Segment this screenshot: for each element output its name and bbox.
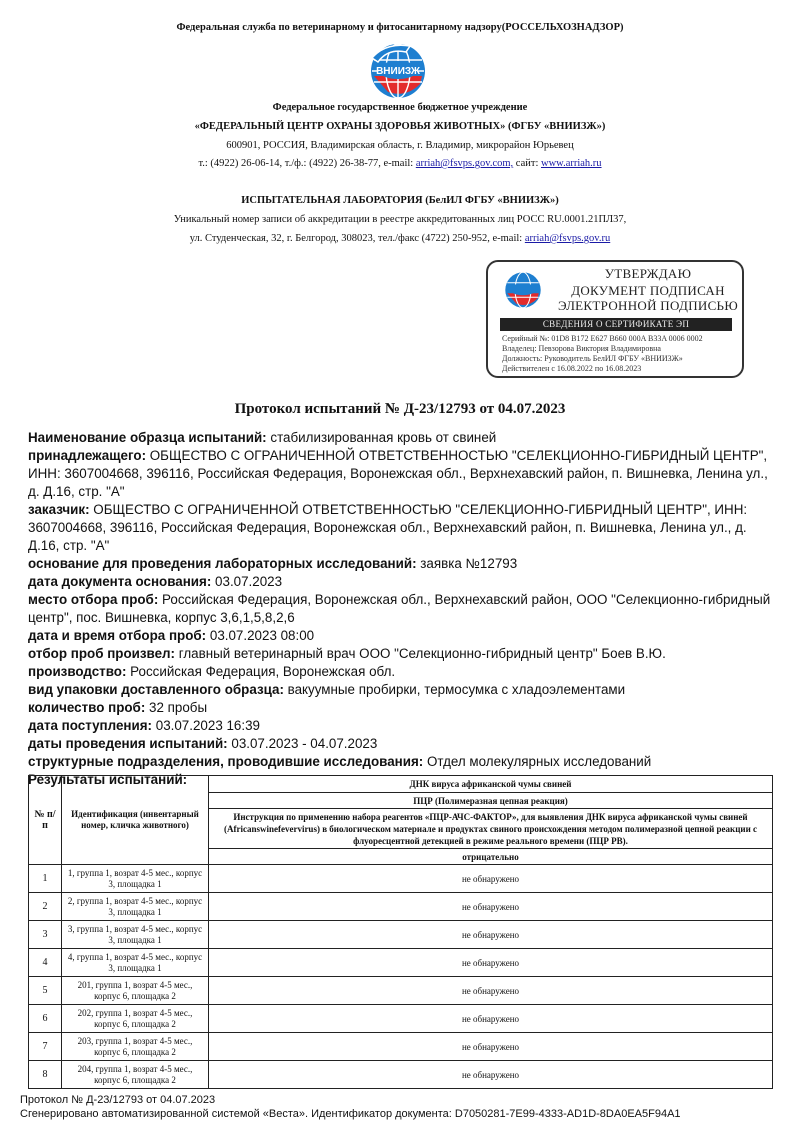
field-departments: структурные подразделения, проводившие исследования: Отдел молекулярных исследований bbox=[28, 754, 652, 769]
header-instruction: Инструкция по применению набора реагентов «ПЦР-АЧС-ФАКТОР», для выявления ДНК вируса африканской чумы свиней (Africanswinefevervirus) в биологическом материале и продуктах свиного происхождения методом полимеразной цепной реакции с флуоресцентной детекцией в режиме реального времени (ПЦР РВ). bbox=[209, 809, 773, 849]
table-row: 8 204, группа 1, возрат 4-5 мес., корпус 6, площадка 2 не обнаружено bbox=[29, 1061, 773, 1089]
field-owner: принадлежащего: ОБЩЕСТВО С ОГРАНИЧЕННОЙ ОТВЕТСТВЕННОСТЬЮ "СЕЛЕКЦИОННО-ГИБРИДНЫЙ ЦЕНТР", ИНН: 3607004668, 396116, Российская Федерация, Воронежская обл., Верхнехавский район, п. Вишневка, Ленина ул., д. Д.16, стр. "А" bbox=[28, 448, 768, 499]
sample-fields bbox=[28, 429, 778, 789]
results-table bbox=[28, 775, 773, 1089]
header-norm: отрицательно bbox=[209, 849, 773, 865]
field-customer: заказчик: ОБЩЕСТВО С ОГРАНИЧЕННОЙ ОТВЕТСТВЕННОСТЬЮ "СЕЛЕКЦИОННО-ГИБРИДНЫЙ ЦЕНТР", ИНН: 3607004668, 396116, Российская Федерация, Воронежская обл., Верхнехавский район, п. Вишневка, Ленина ул., д. Д.16, стр. "А" bbox=[28, 502, 748, 553]
field-sampling-datetime: дата и время отбора проб: 03.07.2023 08:00 bbox=[28, 628, 315, 643]
field-sampling-place: место отбора проб: Российская Федерация, Воронежская обл., Верхнехавский район, ООО "Селекционно-гибридный центр", пос. Вишневка, корпус 3,6,1,5,8,2,6 bbox=[28, 592, 771, 625]
header-identification: Идентификация (инвентарный номер, кличка животного) bbox=[62, 776, 209, 865]
field-basis: основание для проведения лабораторных исследований: заявка №12793 bbox=[28, 556, 518, 571]
lab-name: ИСПЫТАТЕЛЬНАЯ ЛАБОРАТОРИЯ (БелИЛ ФГБУ «ВНИИЗЖ») bbox=[241, 195, 559, 206]
table-row: 2 2, группа 1, возрат 4-5 мес., корпус 3, площадка 1 не обнаружено bbox=[29, 893, 773, 921]
header-method: ПЦР (Полимеразная цепная реакция) bbox=[209, 793, 773, 809]
field-sample-name: Наименование образца испытаний: стабилизированная кровь от свиней bbox=[28, 430, 497, 445]
field-sample-count: количество проб: 32 пробы bbox=[28, 700, 208, 715]
institution-email-link[interactable]: arriah@fsvps.gov.com, bbox=[415, 158, 514, 169]
field-basis-date: дата документа основания: 03.07.2023 bbox=[28, 574, 283, 589]
footer-generated: Сгенерировано автоматизированной системой «Веста». Идентификатор документа: D7050281-7E99-4333-AD1D-8DA0EA5F94A1 bbox=[20, 1108, 681, 1120]
stamp-position: Должность: Руководитель БелИЛ ФГБУ «ВНИИЗЖ» bbox=[502, 354, 683, 363]
institution-address: 600901, РОССИЯ, Владимирская область, г. Владимир, микрорайон Юрьевец bbox=[226, 140, 574, 151]
e-signature-stamp bbox=[486, 260, 744, 378]
lab-accreditation: Уникальный номер записи об аккредитации в реестре аккредитованных лиц РОСС RU.0001.21ПЛ37, bbox=[173, 214, 627, 225]
header-number: № п/п bbox=[29, 776, 62, 865]
lab-address-text: ул. Студенческая, 32, г. Белгород, 308023, тел./факс (4722) 250-952, e-mail: bbox=[189, 233, 523, 244]
stamp-cert-bar: СВЕДЕНИЯ О СЕРТИФИКАТЕ ЭП bbox=[500, 318, 732, 331]
stamp-valid: Действителен с 16.08.2022 по 16.08.2023 bbox=[502, 364, 642, 373]
field-production: производство: Российская Федерация, Воронежская обл. bbox=[28, 664, 396, 679]
agency-name: Федеральная служба по ветеринарному и фитосанитарному надзору(РОССЕЛЬХОЗНАДЗОР) bbox=[176, 22, 624, 33]
stamp-logo-icon bbox=[502, 269, 544, 311]
stamp-e-signature: ЭЛЕКТРОННОЙ ПОДПИСЬЮ bbox=[558, 298, 738, 313]
header-analyte: ДНК вируса африканской чумы свиней bbox=[209, 776, 773, 793]
field-received-date: дата поступления: 03.07.2023 16:39 bbox=[28, 718, 260, 733]
footer-protocol-ref: Протокол № Д-23/12793 от 04.07.2023 bbox=[20, 1094, 216, 1106]
institution-site-link[interactable]: www.arriah.ru bbox=[541, 158, 602, 169]
table-row: 3 3, группа 1, возрат 4-5 мес., корпус 3, площадка 1 не обнаружено bbox=[29, 921, 773, 949]
institution-name: «ФЕДЕРАЛЬНЫЙ ЦЕНТР ОХРАНЫ ЗДОРОВЬЯ ЖИВОТНЫХ» (ФГБУ «ВНИИЗЖ») bbox=[194, 121, 606, 132]
stamp-serial: Серийный №: 01D8 B172 E627 B660 000A B33A 0006 0002 bbox=[502, 334, 703, 343]
table-row: 1 1, группа 1, возрат 4-5 мес., корпус 3, площадка 1 не обнаружено bbox=[29, 865, 773, 893]
table-row: 4 4, группа 1, возрат 4-5 мес., корпус 3, площадка 1 не обнаружено bbox=[29, 949, 773, 977]
lab-address bbox=[0, 233, 800, 244]
table-row: 5 201, группа 1, возрат 4-5 мес., корпус 6, площадка 2 не обнаружено bbox=[29, 977, 773, 1005]
stamp-owner: Владелец: Певзорова Виктория Владимировна bbox=[502, 344, 661, 353]
table-row: 6 202, группа 1, возрат 4-5 мес., корпус 6, площадка 2 не обнаружено bbox=[29, 1005, 773, 1033]
stamp-approve: УТВЕРЖДАЮ bbox=[604, 266, 692, 281]
table-row: 7 203, группа 1, возрат 4-5 мес., корпус 6, площадка 2 не обнаружено bbox=[29, 1033, 773, 1061]
stamp-signed: ДОКУМЕНТ ПОДПИСАН bbox=[571, 283, 725, 298]
stamp-cert-info bbox=[502, 334, 703, 374]
institution-contacts bbox=[0, 158, 800, 169]
logo-text: ВНИИЗЖ bbox=[376, 66, 420, 77]
contacts-text: т.: (4922) 26-06-14, т./ф.: (4922) 26-38-77, e-mail: bbox=[198, 158, 414, 169]
field-packaging: вид упаковки доставленного образца: вакуумные пробирки, термосумка с хладоэлементами bbox=[28, 682, 626, 697]
protocol-title: Протокол испытаний № Д-23/12793 от 04.07.2023 bbox=[234, 401, 566, 417]
vniizh-logo-icon bbox=[366, 40, 430, 102]
results-heading: Результаты испытаний: bbox=[28, 772, 188, 787]
institution-type: Федеральное государственное бюджетное учреждение bbox=[272, 102, 528, 113]
field-sampled-by: отбор проб произвел: главный ветеринарный врач ООО "Селекционно-гибридный центр" Боев В.Ю. bbox=[28, 646, 666, 661]
site-label: сайт: bbox=[515, 158, 539, 169]
lab-email-link[interactable]: arriah@fsvps.gov.ru bbox=[524, 233, 611, 244]
field-test-dates: даты проведения испытаний: 03.07.2023 - 04.07.2023 bbox=[28, 736, 378, 751]
